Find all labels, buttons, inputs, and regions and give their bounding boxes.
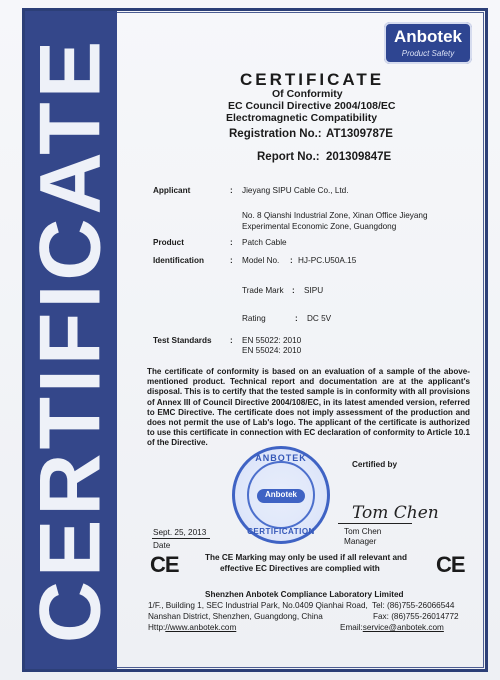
certified-by-label: Certified by bbox=[352, 460, 398, 469]
lab-address-2: Nanshan District, Shenzhen, Guangdong, China bbox=[148, 612, 323, 621]
website-link[interactable]: //www.anbotek.com bbox=[165, 623, 237, 632]
trademark-value: SIPU bbox=[304, 286, 324, 295]
applicant-name: Jieyang SIPU Cable Co., Ltd. bbox=[242, 186, 349, 195]
date-line bbox=[152, 538, 210, 539]
lab-website bbox=[148, 623, 236, 632]
seal-bottom-text: CERTIFICATION bbox=[247, 527, 315, 536]
page-title: CERTIFICATE bbox=[240, 70, 385, 89]
ce-mark-right: CE bbox=[436, 552, 465, 577]
identification-label: Identification bbox=[153, 256, 204, 265]
trademark-label: Trade Mark bbox=[242, 286, 284, 295]
colon: : bbox=[230, 256, 233, 265]
seal-top-text: ANBOTEK bbox=[255, 453, 307, 463]
colon: : bbox=[230, 186, 233, 195]
product-value: Patch Cable bbox=[242, 238, 287, 247]
band-certificate-text: CERTIFICATE bbox=[22, 36, 119, 644]
signer-name: Tom Chen bbox=[344, 527, 382, 536]
website-label: Http: bbox=[148, 623, 166, 632]
model-label: Model No. bbox=[242, 256, 280, 265]
signature-line bbox=[338, 523, 412, 524]
signature-script: Tom Chen bbox=[352, 503, 439, 523]
model-value: HJ-PC.U50A.15 bbox=[298, 256, 357, 265]
standard-1: EN 55022: 2010 bbox=[242, 336, 302, 345]
lab-email bbox=[340, 623, 444, 632]
anbotek-seal bbox=[232, 446, 330, 544]
registration-label: Registration No.: bbox=[229, 128, 322, 140]
subtitle-directive: EC Council Directive 2004/108/EC bbox=[228, 100, 396, 112]
subtitle-conformity: Of Conformity bbox=[272, 88, 343, 100]
applicant-label: Applicant bbox=[153, 186, 191, 195]
lab-address-1: 1/F., Building 1, SEC Industrial Park, No.0409 Qianhai Road, bbox=[148, 601, 368, 610]
subtitle-emc: Electromagnetic Compatibility bbox=[226, 112, 378, 124]
email-link[interactable]: service@anbotek.com bbox=[362, 623, 444, 632]
test-standards-label: Test Standards bbox=[153, 336, 212, 345]
lab-tel: Tel: (86)755-26066544 bbox=[372, 601, 455, 610]
date-label: Date bbox=[153, 541, 171, 550]
applicant-address-2: Experimental Economic Zone, Guangdong bbox=[242, 222, 397, 231]
ce-note-line-1: The CE Marking may only be used if all relevant and bbox=[205, 553, 408, 562]
colon: : bbox=[230, 238, 233, 247]
lab-fax: Fax: (86)755-26014772 bbox=[373, 612, 459, 621]
report-label: Report No.: bbox=[257, 151, 320, 163]
product-label: Product bbox=[153, 238, 184, 247]
standard-2: EN 55024: 2010 bbox=[242, 346, 302, 355]
conformity-paragraph: The certificate of conformity is based on an evaluation of a sample of the above-mentioned product. Technical report and documentation are at the applicant's disposal. This is to certify that the tested sample is in conformity with all provisions of Annex III of Council Directive 2004/108/EC, in its latest amended version, referred to EMC Directive. The certificate does not imply assessment of the production and does not permit the use of Lab's logo. The applicant of the certificate is authorized to use this certificate in connection with EC declaration of conformity to Article 10.1 of the Directive. bbox=[147, 367, 470, 448]
colon: : bbox=[230, 336, 233, 345]
anbotek-logo bbox=[384, 22, 472, 64]
registration-value: AT1309787E bbox=[326, 128, 393, 140]
rating-value: DC 5V bbox=[307, 314, 332, 323]
seal-middle-banner bbox=[257, 489, 305, 503]
signer-title: Manager bbox=[344, 537, 377, 546]
lab-name: Shenzhen Anbotek Compliance Laboratory Limited bbox=[205, 590, 404, 599]
colon: : bbox=[292, 286, 295, 295]
applicant-address-1: No. 8 Qianshi Industrial Zone, Xinan Office Jieyang bbox=[242, 211, 428, 220]
colon: : bbox=[295, 314, 298, 323]
issue-date: Sept. 25, 2013 bbox=[153, 528, 207, 537]
rating-label: Rating bbox=[242, 314, 266, 323]
logo-name: Anbotek bbox=[394, 27, 462, 46]
logo-tagline: Product Safety bbox=[401, 49, 455, 58]
email-label: Email: bbox=[340, 623, 363, 632]
seal-middle-text: Anbotek bbox=[265, 490, 297, 499]
ce-note-line-2: effective EC Directives are complied with bbox=[220, 564, 380, 573]
colon: : bbox=[290, 256, 293, 265]
ce-mark-left: CE bbox=[150, 552, 179, 577]
report-value: 201309847E bbox=[326, 151, 392, 163]
